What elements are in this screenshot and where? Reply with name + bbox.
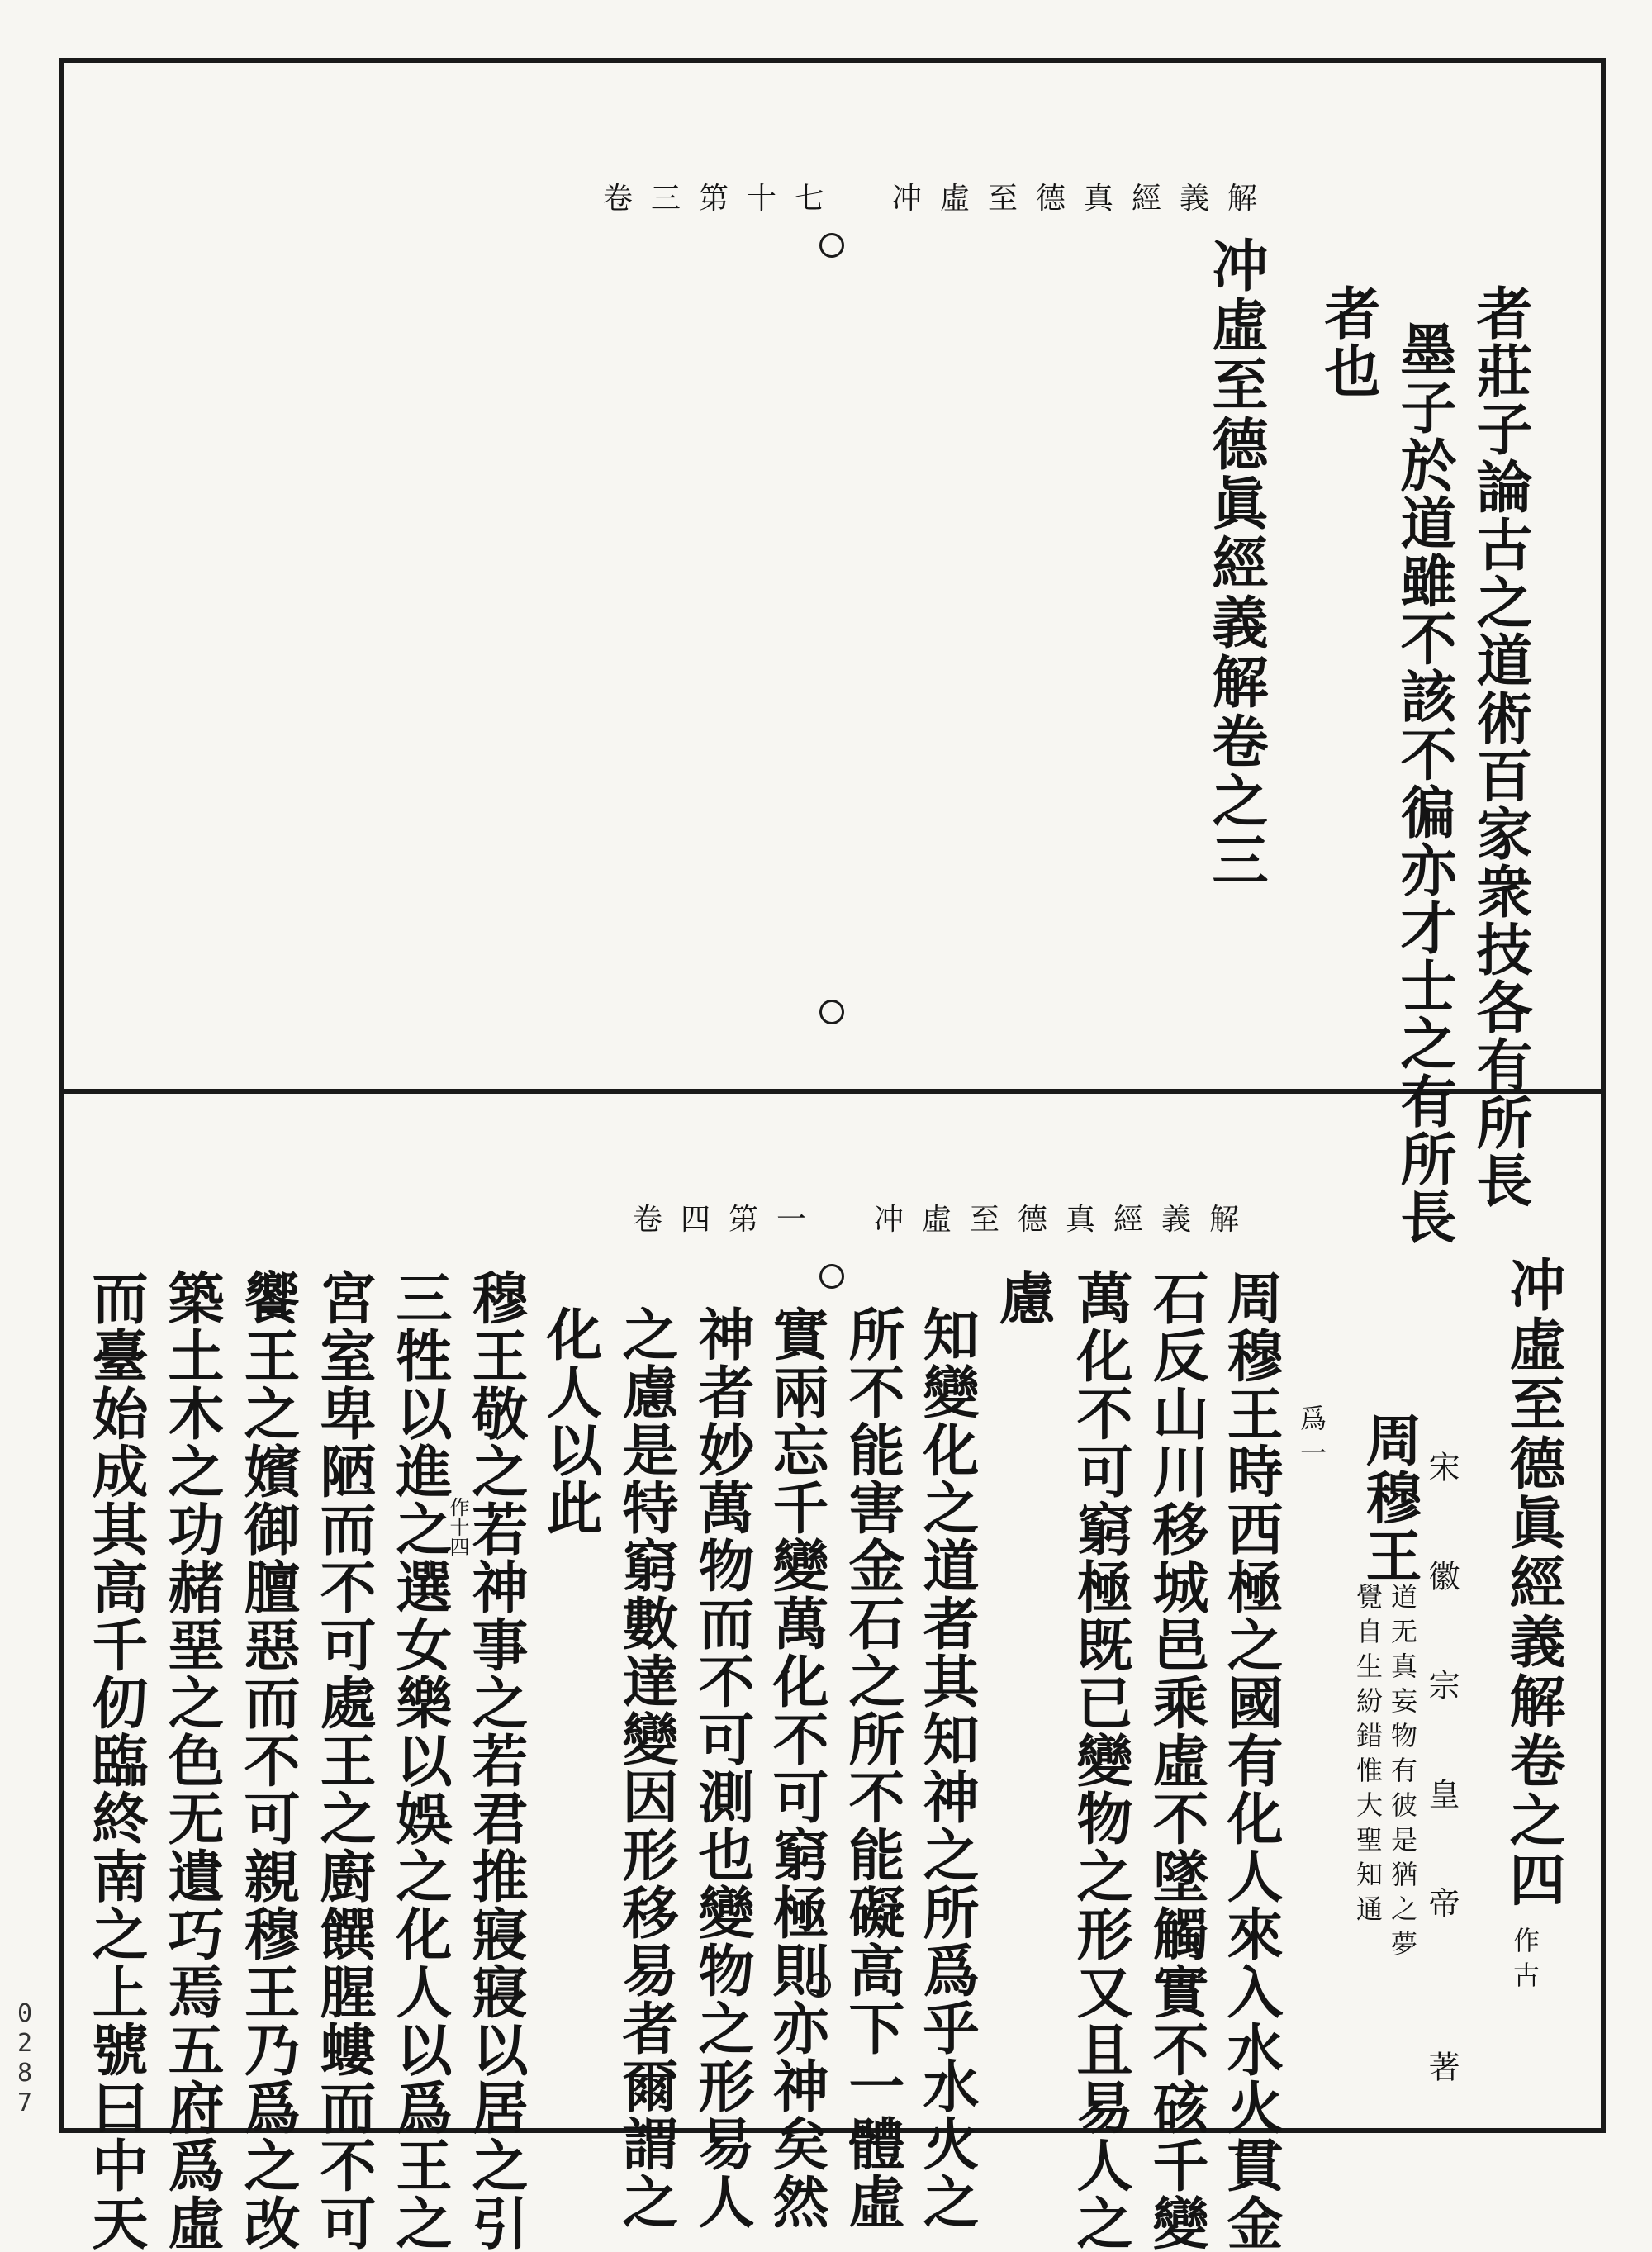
text-column: 所不能害金石之所不能礙高下一體虛 <box>839 1305 905 2231</box>
text-column: 實兩忘千變萬化不可窮極則亦神矣然 <box>763 1305 829 2231</box>
text-column: 饗王之嬪御膻惡而不可親穆王乃爲之改 <box>235 1269 301 2252</box>
page-divider <box>59 1089 1606 1094</box>
text-column: 者也 <box>1315 284 1381 400</box>
chapter-name: 周穆王 <box>1356 1411 1422 1584</box>
bottom-header-book: 冲虛至德真經義解 <box>874 1203 1258 1237</box>
margin-note: 作十四 <box>446 1497 469 1556</box>
bottom-header-section: 卷四第一 <box>633 1203 825 1237</box>
title-note: 作古 <box>1509 1927 1540 1996</box>
chapter-title: 冲虛至德眞經義解卷之四 <box>1500 1256 1566 1910</box>
binding-hole-icon <box>819 233 844 258</box>
chapter-note: 爲一 <box>1296 1404 1327 1474</box>
text-column: 而臺始成其高千仞臨終南之上號曰中天 <box>83 1269 149 2252</box>
chapter-note: 道无真妄物有彼是猶之夢 <box>1387 1583 1418 1965</box>
binding-hole-icon <box>819 1000 844 1024</box>
text-column: 穆王敬之若神事之若君推寢寢以居之引 <box>463 1269 529 2252</box>
text-column: 周穆王時西極之國有化人來入水火貫金 <box>1218 1269 1284 2252</box>
text-column: 萬化不可窮極既已變物之形又且易人之 <box>1067 1269 1133 2252</box>
binding-hole-icon <box>819 1264 844 1289</box>
top-header <box>603 175 1275 217</box>
text-column: 石反山川移城邑乘虛不墜觸實不硋千變 <box>1143 1269 1209 2252</box>
text-column: 神者妙萬物而不可測也變物之形易人 <box>689 1305 755 2231</box>
chapter-note: 覺自生紛錯惟大聖知通 <box>1352 1583 1384 1930</box>
text-column: 者莊子論古之道術百家衆技各有所長 <box>1467 284 1533 1209</box>
text-column: 之慮是特窮數達變因形移易者爾謂之 <box>613 1305 679 2231</box>
top-header-book: 冲虛至德真經義解 <box>892 182 1276 216</box>
end-title: 冲虛至德眞經義解卷之三 <box>1203 236 1269 891</box>
author-line: 宋 徽 宗 皇 帝 著 <box>1423 1451 1460 2105</box>
bottom-header <box>633 1196 1257 1238</box>
text-column: 宮室卑陋而不可處王之廚饌腥螻而不可 <box>311 1269 377 2252</box>
text-column: 三牲以進之選女樂以娛之化人以爲王之 <box>387 1269 453 2252</box>
top-header-section: 卷三第十七 <box>603 182 843 216</box>
page-number: 0287 <box>17 1999 33 2117</box>
text-column: 化人以此 <box>537 1305 603 1537</box>
text-column: 墨子於道雖不該不徧亦才士之有所長 <box>1391 321 1457 1246</box>
text-column: 知變化之道者其知神之所爲乎水火之 <box>914 1305 980 2231</box>
text-column: 慮 <box>990 1269 1056 1327</box>
text-column: 築土木之功赭堊之色无遺巧焉五府爲虛 <box>159 1269 225 2252</box>
